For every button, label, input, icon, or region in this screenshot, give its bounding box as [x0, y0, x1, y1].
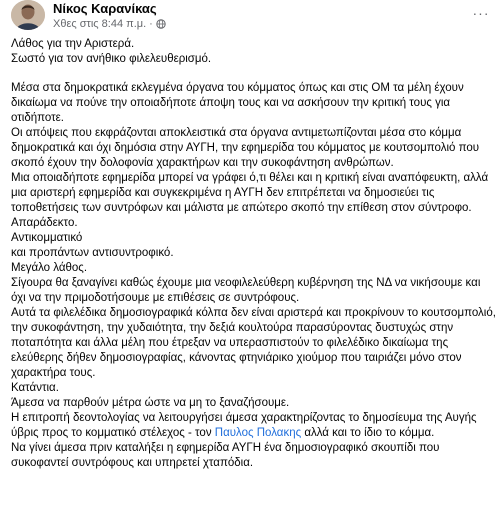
post-timestamp[interactable]: Χθες στις 8:44 π.μ.: [53, 18, 147, 30]
post-paragraph: Μεγάλο λάθος.: [11, 262, 88, 274]
mention-link[interactable]: Παυλος Πολακης: [214, 427, 302, 439]
post-paragraph: Αυτά τα φιλελέδικα δημοσιογραφικά κόλπα δεν είναι αριστερά και προκρίνουν το κουτσομπολιό, την συκοφάντηση, την χυδαιότητα, την δεξιά κουλτούρα παρασύροντας δυστυχώς στην ποταπότητα και άλλα μέλη που έτρεξαν να υπερασπιστούν το φιλελέδικο δικαίωμα της ελεύθερης δήθεν δημοσιογραφίας, κάνοντας φτηνιάρικο χιούμορ που ταιριάζει μόνο στον χαρακτήρα τους.: [11, 307, 496, 379]
post-paragraph: Μια οποιαδήποτε εφημερίδα μπορεί να γράφει ό,τι θέλει και η κριτική είναι αναπόφευκτη, αλλά μια αριστερή εφημερίδα και συγκεκριμένα η ΑΥΓΗ δεν επιτρέπεται να δημοσιεύει τις τοποθετήσεις των συντρόφων και μάλιστα με απώτερο σκοπό την επίθεση στον σύντροφο.: [11, 172, 489, 214]
post-paragraph: Οι απόψεις που εκφράζονται αποκλειστικά στα όργανα αντιμετωπίζονται μέσα στο κόμμα δημοκρατικά και όχι δημόσια στην ΑΥΓΗ, την εφημερίδα του κόμματος με κουτσομπολιό που σκοπό έχουν την δολοφονία χαρακτήρων και την συκοφάντηση ανθρώπων.: [11, 127, 480, 169]
post-paragraph: Άμεσα να παρθούν μέτρα ώστε να μη το ξαναζήσουμε.: [11, 397, 290, 409]
post-paragraph: Λάθος για την Αριστερά.: [11, 38, 135, 50]
post-meta: [53, 18, 166, 30]
post-paragraph: Κατάντια.: [11, 382, 59, 394]
meta-separator: ·: [149, 18, 153, 30]
author-name[interactable]: Νίκος Καρανίκας: [53, 1, 157, 16]
post-paragraph: και προπάντων αντισυντροφικό.: [11, 247, 174, 259]
more-options-icon[interactable]: ···: [472, 5, 490, 21]
globe-icon[interactable]: [156, 19, 166, 29]
post-paragraph: Μέσα στα δημοκρατικά εκλεγμένα όργανα του κόμματος όπως και στις ΟΜ τα μέλη έχουν δικαίωμα να πούνε την οποιαδήποτε άποψη τους και να ασκήσουν την κριτική τους για οτιδήποτε.: [11, 82, 464, 124]
post-paragraph: Απαράδεκτο.: [11, 217, 78, 229]
post-paragraph: Αντικομματικό: [11, 232, 83, 244]
avatar-image: [11, 0, 45, 30]
mention-text-before: Η επιτροπή δεοντολογίας να λειτουργήσει άμεσα χαρακτηρίζοντας το δημοσίευμα της Αυγής ύβρις προς το κομματικό στέλεχος - τον: [11, 412, 477, 439]
post-paragraph-with-mention: [11, 411, 497, 441]
mention-text-after: αλλά και το ίδιο το κόμμα.: [301, 427, 435, 439]
post-paragraph: Να γίνει άμεσα πριν καταλήξει η εφημερίδα ΑΥΓΗ ένα δημοσιογραφικό σκουπίδι που συκοφαντεί συντρόφους και υπηρετεί χταπόδια.: [11, 442, 440, 469]
avatar[interactable]: [11, 0, 45, 30]
post-header: [11, 0, 491, 34]
post-paragraph: Σωστό για τον ανήθικο φιλελευθερισμό.: [11, 53, 212, 65]
post-paragraph: Σίγουρα θα ξαναγίνει καθώς έχουμε μια νεοφιλελεύθερη κυβέρνηση της ΝΔ να νικήσουμε και όχι να την πριμοδοτήσουμε με επιθέσεις σε συντρόφους.: [11, 277, 481, 304]
post-body: [11, 37, 497, 471]
